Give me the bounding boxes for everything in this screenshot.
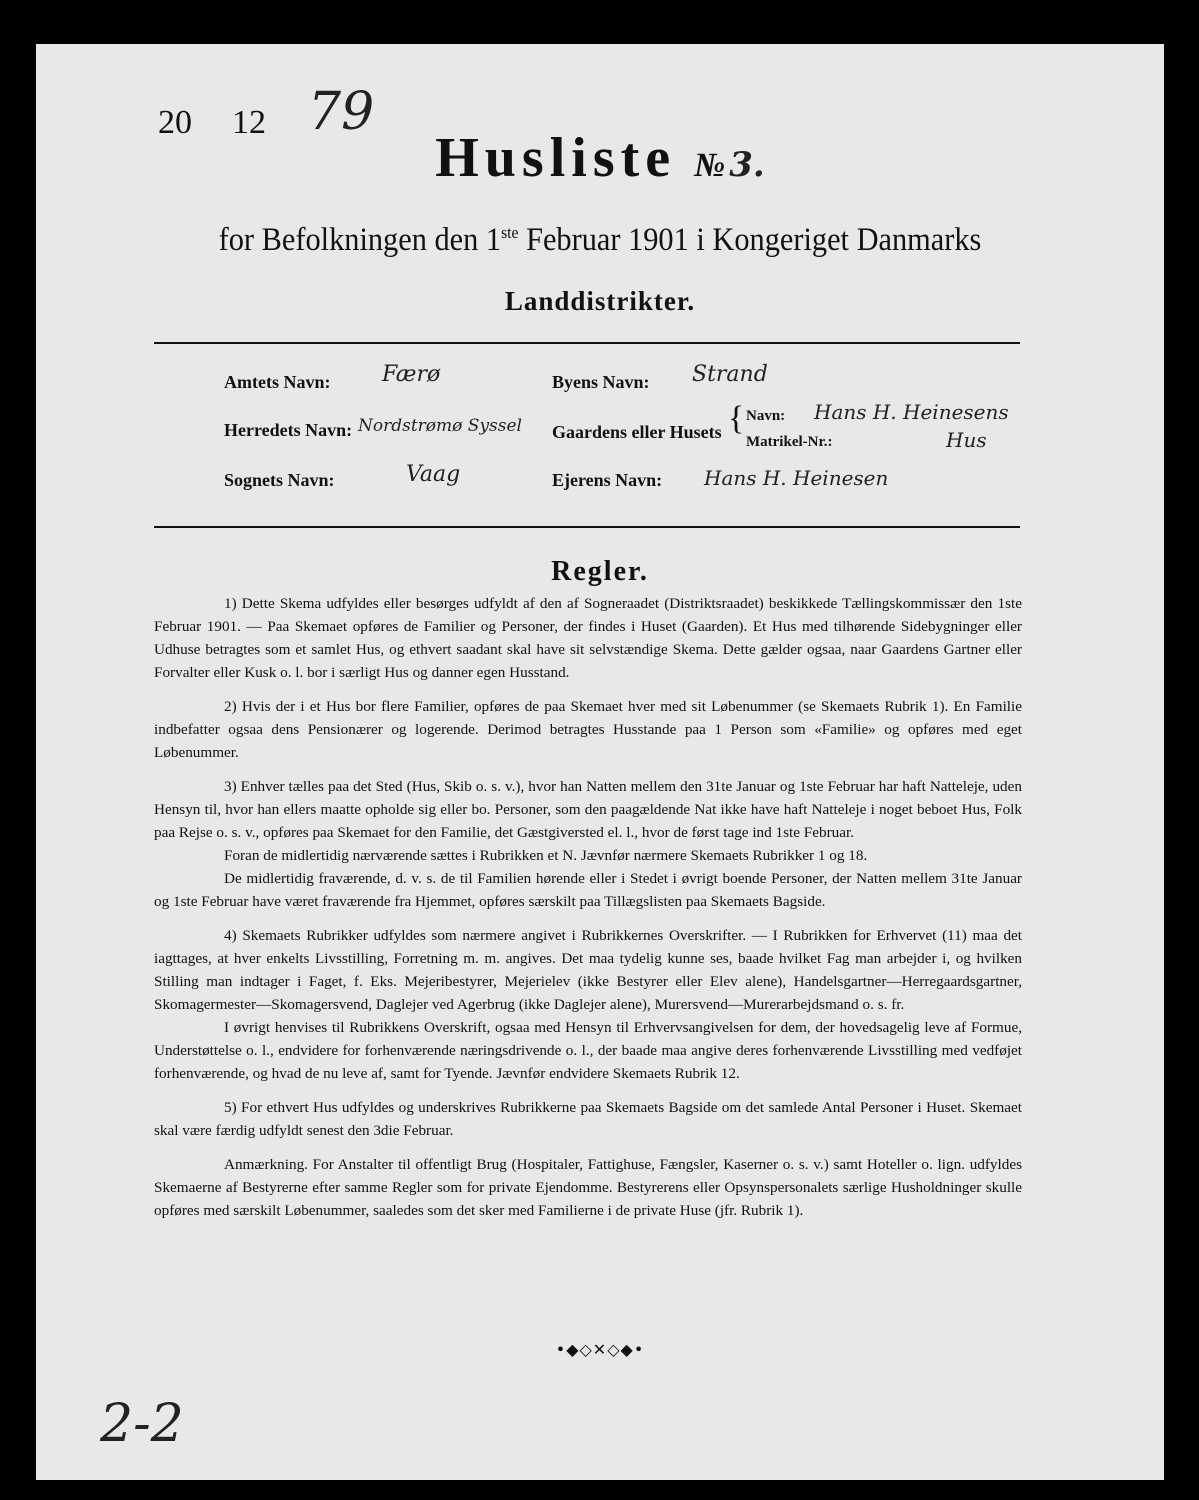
rule-paragraph: 4) Skemaets Rubrikker udfyldes som nærmere angivet i Rubrikkernes Overskrifter. — I Rubrikken for Erhvervet (11) maa det iagttages, at hver enkelts Livsstilling, Forretning m. m. angives. Det maa tydelig kunne ses, baade hvilket Fag man arbejder i, og hvilken Stilling man indtager i Faget, f. Eks. Mejeribestyrer, Mejerielev (ikke Bestyrer eller Elev alene), Handelsgartner—Herregaardsgartner, Skomagermester—Skomagersvend, Daglejer ved Agerbrug (ikke Daglejer alene), Murersvend—Murerarbejdsmand o. s. fr. xyxy=(154,927,1022,1013)
rule-paragraph: 3) Enhver tælles paa det Sted (Hus, Skib o. s. v.), hvor han Natten mellem den 31te Januar og 1ste Februar har haft Natteleje, uden Hensyn til, hvor han ellers maatte opholde sig eller bo. Personer, som den paagældende Nat ikke have haft Natteleje i noget beboet Hus, Folk paa Rejse o. s. v., opføres paa Skemaet for den Familie, det Gæstgiversted el. l., hvor de først tage ind 1ste Februar. xyxy=(154,778,1022,841)
district-heading: Landdistrikter. xyxy=(504,286,696,316)
rules-title: Regler. xyxy=(551,556,649,587)
field-brace: { xyxy=(728,400,745,437)
rule-paragraph: 1) Dette Skema udfyldes eller besørges udfyldt af den af Sogneraadet (Distriktsraadet) beskikkede Tællingskommissær den 1ste Februar 1901. — Paa Skemaet opføres de Familier og Personer, der findes i Huset (Gaarden). Et Hus med tilhørende Sidebygninger eller Udhuse betragtes som et samlet Hus, og ethvert saadant skal have sit selvstændige Skema. Dette gælder ogsaa, naar Gaardens Gartner eller Forvalter eller Kusk o. l. bor i særligt Hus og danner egen Husstand. xyxy=(154,595,1022,681)
ejer-label: Ejerens Navn: xyxy=(552,470,663,490)
rule-paragraph: De midlertidig fraværende, d. v. s. de til Familien hørende eller i Stedet i øvrigt boende Personer, der Natten mellem 31te Januar og 1ste Februar have været fraværende fra Hjemmet, opføres særskilt paa Tillægslisten paa Skemaets Bagside. xyxy=(154,870,1022,910)
handwritten-number: 79 xyxy=(308,82,375,142)
matrikel-value: Hus xyxy=(946,428,987,452)
matrikel-label: Matrikel-Nr.: xyxy=(746,434,833,450)
subtitle-pre: for Befolkningen den 1 xyxy=(218,222,502,258)
bottom-divider xyxy=(154,526,1020,528)
ejer-value: Hans H. Heinesen xyxy=(704,466,889,490)
document-title xyxy=(36,126,1164,190)
amt-label: Amtets Navn: xyxy=(224,372,331,392)
herred-label: Herredets Navn: xyxy=(224,420,353,440)
by-value: Strand xyxy=(692,362,768,387)
sogn-label: Sognets Navn: xyxy=(224,470,335,490)
handwritten-bottom-note: 2-2 xyxy=(100,1394,184,1454)
subtitle xyxy=(81,222,1119,259)
herred-value: Nordstrømø Syssel xyxy=(358,416,522,436)
sogn-value: Vaag xyxy=(406,462,461,487)
rule-paragraph: I øvrigt henvises til Rubrikkens Overskrift, ogsaa med Hensyn til Erhvervsangivelsen for dem, der hovedsagelig leve af Formue, Understøttelse o. l., endvidere for forhenværende næringsdrivende o. l., der baade maa angive deres forhenværende Livsstilling med vedføjet forhenværende, og hvad de nu leve af, samt for Tyende. Jævnfør endvidere Skemaets Rubrik 12. xyxy=(154,1019,1022,1082)
rule-paragraph: 5) For ethvert Hus udfyldes og underskrives Rubrikkerne paa Skemaets Bagside om det samlede Antal Personer i Huset. Skemaet skal være færdig udfyldt senest den 3die Februar. xyxy=(154,1099,1022,1139)
header-number-right: 12 xyxy=(232,104,266,141)
census-sheet xyxy=(36,44,1164,1480)
rule-paragraph: Anmærkning. For Anstalter til offentligt Brug (Hospitaler, Fattighuse, Fængsler, Kaserner o. s. v.) samt Hoteller o. lign. udfyldes Skemaerne af Bestyrerne efter samme Regler som for private Ejendomme. Bestyrerens eller Opsynspersonalets særlige Husholdninger skulle opføres med særskilt Løbenummer, saaledes som det sker med Familierne i de private Huse (jfr. Rubrik 1). xyxy=(154,1156,1022,1219)
top-divider xyxy=(154,342,1020,344)
gaard-label: Gaardens eller Husets xyxy=(552,422,722,442)
by-label: Byens Navn: xyxy=(552,372,650,392)
navn-label: Navn: xyxy=(746,408,786,424)
subtitle-post: Februar 1901 i Kongeriget Danmarks xyxy=(526,222,982,258)
navn-value: Hans H. Heinesens xyxy=(814,400,1009,424)
title-text: Husliste xyxy=(435,127,677,189)
ornament: •◆◇✕◇◆• xyxy=(555,1340,645,1359)
amt-value: Færø xyxy=(382,362,441,387)
header-number-left: 20 xyxy=(158,104,192,141)
rules-body xyxy=(154,592,1022,1233)
number-sign: № xyxy=(694,147,726,184)
subtitle-sup: ste xyxy=(501,223,519,242)
rule-paragraph: Foran de midlertidig nærværende sættes i Rubrikken et N. Jævnfør nærmere Skemaets Rubrikker 1 og 18. xyxy=(224,847,868,864)
list-number: 3. xyxy=(729,145,765,185)
rule-paragraph: 2) Hvis der i et Hus bor flere Familier, opføres de paa Skemaet hver med sit Løbenummer (se Skemaets Rubrik 1). En Familie indbefatter ogsaa dens Pensionærer og logerende. Derimod betragtes Husstande paa 1 Person som «Familie» og opføres med eget Løbenummer. xyxy=(154,698,1022,761)
